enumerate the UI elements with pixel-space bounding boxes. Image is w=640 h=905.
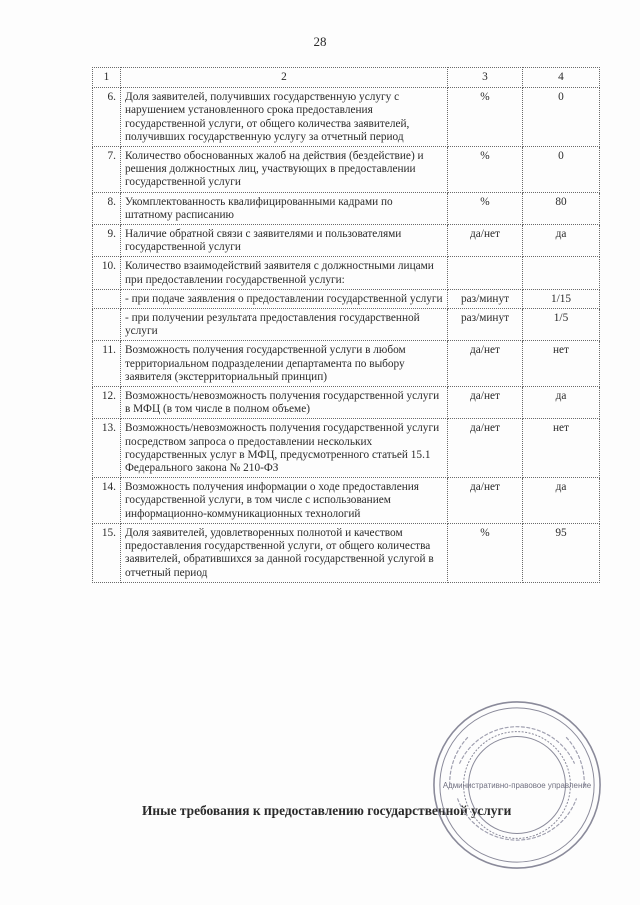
table-row	[93, 309, 600, 341]
indicator-text: Доля заявителей, удовлетворенных полнотой и качеством предоставления государственной услуги, от общего количества заявителей, обратившихся за данной государственной услугой в отчетный период	[121, 523, 448, 582]
value-cell: да	[523, 387, 600, 419]
row-number: 12.	[93, 387, 121, 419]
row-number: 15.	[93, 523, 121, 582]
value-cell: 1/5	[523, 309, 600, 341]
value-cell: нет	[523, 341, 600, 387]
unit-cell: да/нет	[448, 387, 523, 419]
row-number: 8.	[93, 192, 121, 224]
value-cell	[523, 257, 600, 289]
value-cell: нет	[523, 419, 600, 478]
indicator-text: - при подаче заявления о предоставлении государственной услуги	[121, 289, 448, 308]
column-header: 1	[93, 68, 121, 88]
indicator-text: Количество обоснованных жалоб на действия (бездействие) и решения должностных лиц, участвующих в предоставлении государственной услуги	[121, 147, 448, 193]
row-number	[93, 289, 121, 308]
row-number: 7.	[93, 147, 121, 193]
table-row	[93, 225, 600, 257]
row-number: 9.	[93, 225, 121, 257]
table-row	[93, 387, 600, 419]
table-row	[93, 257, 600, 289]
table-header-row	[93, 68, 600, 88]
table-row	[93, 419, 600, 478]
unit-cell: да/нет	[448, 478, 523, 524]
row-number	[93, 309, 121, 341]
row-number: 11.	[93, 341, 121, 387]
seal-center-text: Административно-правовое управление	[442, 780, 592, 790]
indicator-text: Возможность получения информации о ходе предоставления государственной услуги, в том числе с использованием информационно-коммуникационных технологий	[121, 478, 448, 524]
column-header: 2	[121, 68, 448, 88]
unit-cell: %	[448, 88, 523, 147]
table-row	[93, 341, 600, 387]
unit-cell: раз/минут	[448, 289, 523, 308]
row-number: 6.	[93, 88, 121, 147]
indicator-text: Возможность/невозможность получения государственной услуги посредством запроса о предоставлении нескольких государственных услуг в МФЦ, предусмотренного статьей 15.1 Федерального закона № 210-ФЗ	[121, 419, 448, 478]
indicators-table	[92, 67, 600, 583]
column-header: 3	[448, 68, 523, 88]
value-cell: 80	[523, 192, 600, 224]
indicator-text: - при получении результата предоставления государственной услуги	[121, 309, 448, 341]
official-seal-stamp	[428, 696, 606, 874]
indicator-text: Возможность/невозможность получения государственной услуги в МФЦ (в том числе в полном объеме)	[121, 387, 448, 419]
section-heading: Иные требования к предоставлению государственной услуги	[142, 803, 512, 818]
value-cell: 1/15	[523, 289, 600, 308]
unit-cell	[448, 257, 523, 289]
indicator-text: Возможность получения государственной услуги в любом территориальном подразделении департамента по выбору заявителя (экстерриториальный принцип)	[121, 341, 448, 387]
table-row	[93, 192, 600, 224]
table-row	[93, 88, 600, 147]
value-cell: да	[523, 225, 600, 257]
row-number: 13.	[93, 419, 121, 478]
unit-cell: да/нет	[448, 419, 523, 478]
unit-cell: раз/минут	[448, 309, 523, 341]
indicator-text: Количество взаимодействий заявителя с должностными лицами при предоставлении государственной услуги:	[121, 257, 448, 289]
value-cell: да	[523, 478, 600, 524]
table-row	[93, 523, 600, 582]
unit-cell: %	[448, 147, 523, 193]
unit-cell: да/нет	[448, 225, 523, 257]
unit-cell: %	[448, 523, 523, 582]
page-number: 28	[313, 34, 327, 49]
indicator-text: Укомплектованность квалифицированными кадрами по штатному расписанию	[121, 192, 448, 224]
row-number: 14.	[93, 478, 121, 524]
row-number: 10.	[93, 257, 121, 289]
value-cell: 0	[523, 147, 600, 193]
table-row	[93, 478, 600, 524]
indicator-text: Доля заявителей, получивших государственную услугу с нарушением установленного срока предоставления государственной услуги, от общего количества заявителей, получивших государственную услугу за отчетный период	[121, 88, 448, 147]
column-header: 4	[523, 68, 600, 88]
indicator-text: Наличие обратной связи с заявителями и пользователями государственной услуги	[121, 225, 448, 257]
unit-cell: %	[448, 192, 523, 224]
unit-cell: да/нет	[448, 341, 523, 387]
value-cell: 0	[523, 88, 600, 147]
table-row	[93, 289, 600, 308]
value-cell: 95	[523, 523, 600, 582]
table-row	[93, 147, 600, 193]
